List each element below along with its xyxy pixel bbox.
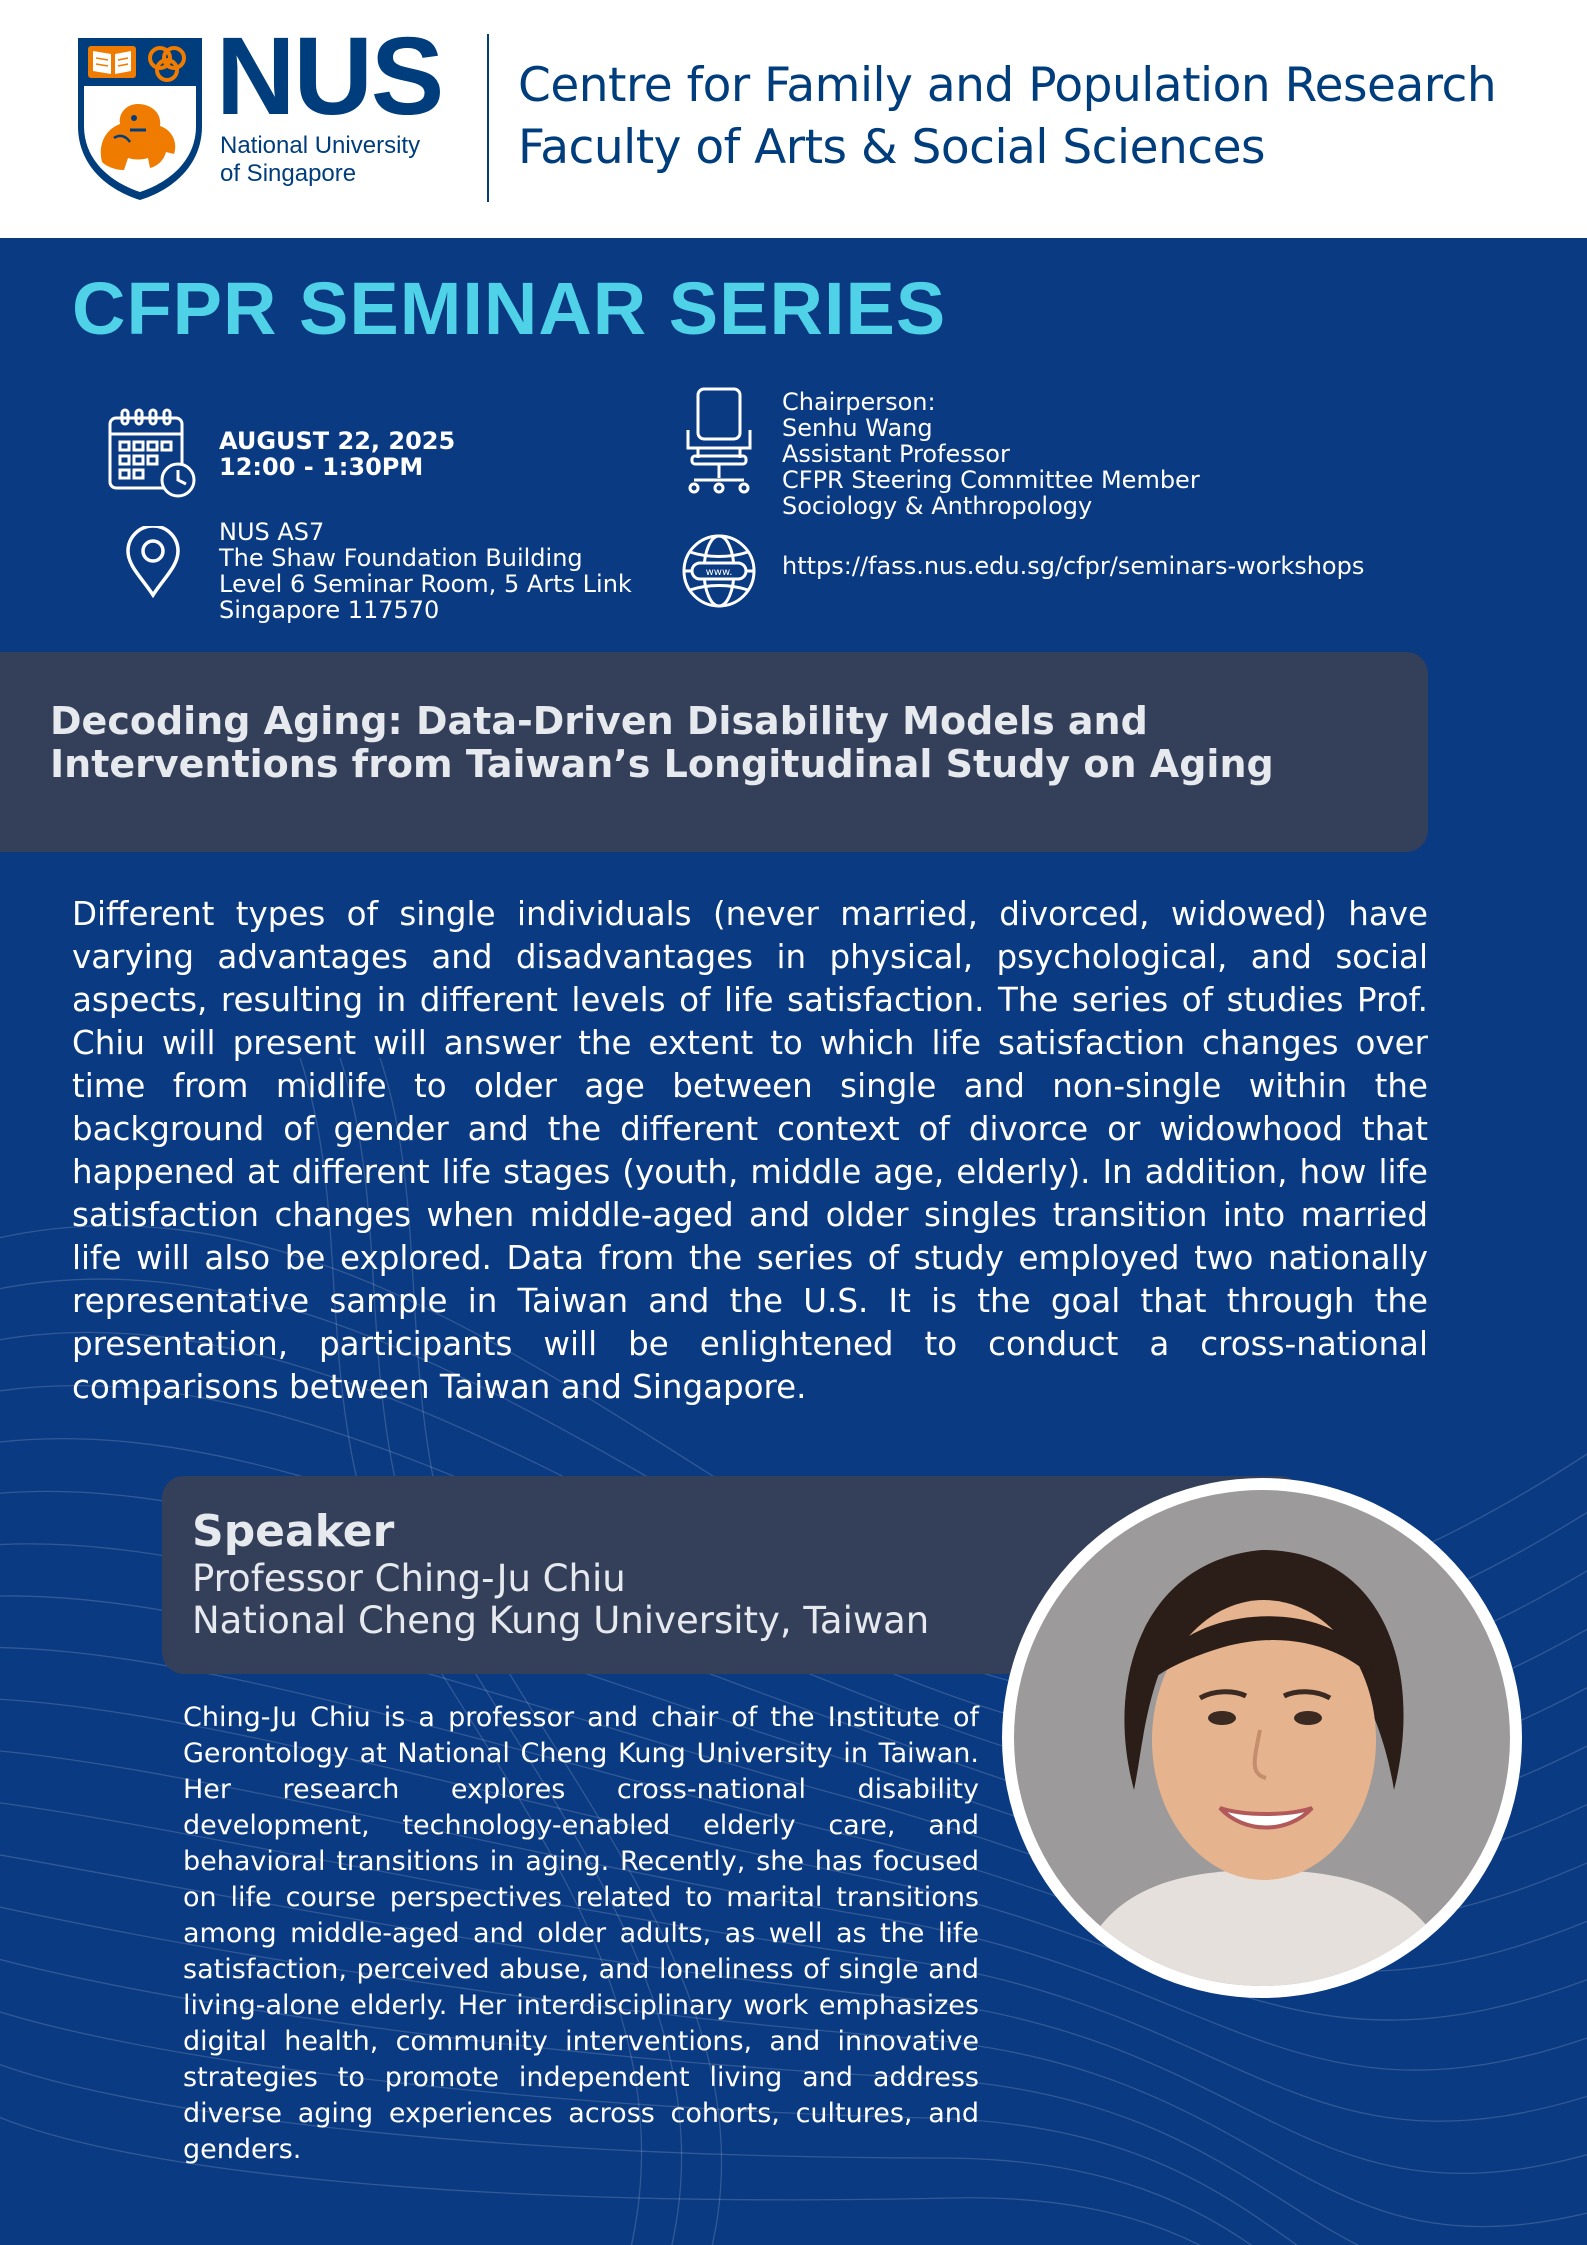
office-chair-icon bbox=[684, 386, 754, 496]
chair-role: CFPR Steering Committee Member bbox=[782, 466, 1200, 494]
centre-name: Centre for Family and Population Research bbox=[518, 58, 1497, 113]
speaker-name: Professor Ching-Ju Chiu bbox=[192, 1557, 626, 1600]
speaker-affiliation: National Cheng Kung University, Taiwan bbox=[192, 1599, 930, 1642]
nus-subtitle-line1: National University bbox=[220, 132, 421, 159]
header-banner bbox=[0, 0, 1587, 238]
nus-crest-icon bbox=[74, 34, 206, 202]
talk-title: Decoding Aging: Data-Driven Disability Models and Interventions from Taiwan’s Longitudinal Study on Aging bbox=[50, 699, 1274, 786]
nus-subtitle bbox=[220, 132, 460, 188]
venue-line-2: The Shaw Foundation Building bbox=[219, 544, 583, 572]
chairperson-label: Chairperson: bbox=[782, 388, 936, 416]
chair-title: Assistant Professor bbox=[782, 440, 1010, 468]
abstract-text: Different types of single individuals (never married, divorced, widowed) have varying advantages and disadvantages in physical, psychological, and social aspects, resulting in different levels of life satisfaction. The series of studies Prof. Chiu will present will answer the extent to which life satisfaction changes over time from midlife to older age between single and non-single within the background of gender and the different context of divorce or widowhood that happened at different life stages (youth, middle age, elderly). In addition, how life satisfaction changes when middle-aged and older singles transition into married life will also be explored. Data from the series of study employed two nationally representative sample in Taiwan and the U.S. It is the goal that through the presentation, participants will be enlightened to conduct a cross-national comparisons between Taiwan and Singapore. bbox=[72, 895, 1428, 1406]
calendar-clock-icon bbox=[106, 406, 198, 498]
faculty-name: Faculty of Arts & Social Sciences bbox=[518, 120, 1266, 175]
chair-name: Senhu Wang bbox=[782, 414, 933, 442]
venue-line-3: Level 6 Seminar Room, 5 Arts Link bbox=[219, 570, 632, 598]
venue-line-4: Singapore 117570 bbox=[219, 596, 440, 624]
venue-line-1: NUS AS7 bbox=[219, 518, 325, 546]
speaker-photo-frame bbox=[1002, 1478, 1522, 1998]
speaker-bio: Ching-Ju Chiu is a professor and chair of the Institute of Gerontology at National Cheng Kung University in Taiwan. Her research explores cross-national disability development, technology-enabled elderly care, and behavioral transitions in aging. Recently, she has focused on life course perspectives related to marital transitions among middle-aged and older adults, as well as the life satisfaction, perceived abuse, and loneliness of single and living-alone elderly. Her interdisciplinary work emphasizes digital health, community interventions, and innovative strategies to promote independent living and address diverse aging experiences across cohorts, cultures, and genders. bbox=[183, 1702, 979, 2165]
event-time: 12:00 - 1:30PM bbox=[219, 453, 424, 481]
globe-www-icon bbox=[680, 532, 758, 610]
location-pin-icon bbox=[124, 526, 182, 598]
header-divider bbox=[487, 34, 489, 202]
seminar-url[interactable]: https://fass.nus.edu.sg/cfpr/seminars-workshops bbox=[782, 552, 1365, 580]
series-title: CFPR SEMINAR SERIES bbox=[72, 267, 947, 350]
nus-subtitle-line2: of Singapore bbox=[220, 160, 357, 187]
speaker-heading: Speaker bbox=[192, 1506, 395, 1557]
talk-title-panel bbox=[0, 652, 1428, 852]
chair-department: Sociology & Anthropology bbox=[782, 492, 1093, 520]
svg-text:www.: www. bbox=[705, 567, 733, 578]
event-date: AUGUST 22, 2025 bbox=[219, 427, 456, 455]
nus-wordmark: NUS bbox=[216, 15, 443, 138]
speaker-portrait bbox=[1014, 1490, 1510, 1986]
